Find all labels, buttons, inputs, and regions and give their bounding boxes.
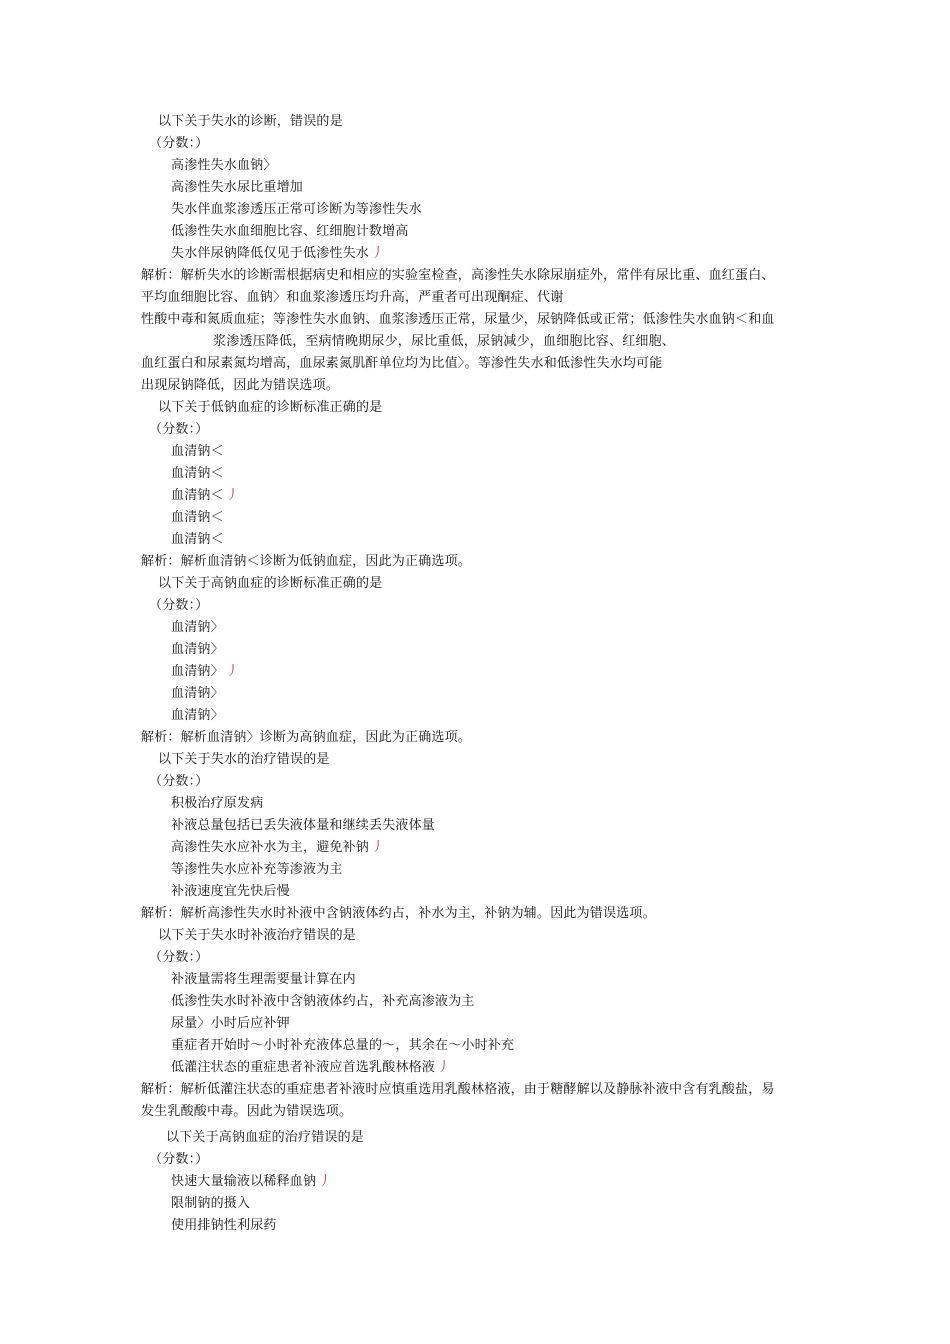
- option-text: 补液量需将生理需要量计算在内: [171, 972, 356, 987]
- analysis-line: 解析：解析失水的诊断需根据病史和相应的实验室检查，高渗性失水除尿崩症外，常伴有尿比重、血红蛋白、: [141, 268, 775, 283]
- analysis-line: 血红蛋白和尿素氮均增高，血尿素氮肌酐单位均为比值〉。等渗性失水和低渗性失水均可能: [141, 356, 663, 371]
- option: [171, 620, 224, 636]
- option: [171, 972, 356, 988]
- option-text: 积极治疗原发病: [171, 796, 264, 811]
- option: [171, 686, 224, 702]
- option: [171, 180, 303, 196]
- correct-answer-mark: 丿: [371, 840, 385, 855]
- question-stem: 以下关于失水的治疗错误的是: [158, 752, 330, 767]
- question-score: （分数：）: [149, 774, 209, 789]
- question-score: （分数：）: [149, 950, 209, 965]
- option-text: 重症者开始时〜小时补充液体总量的〜，其余在〜小时补充: [171, 1038, 515, 1053]
- option-text: 高渗性失水血钠〉: [171, 158, 277, 173]
- option: [171, 488, 239, 504]
- option: [171, 1016, 290, 1032]
- option: [171, 1218, 277, 1234]
- question-stem: 以下关于失水的诊断，错误的是: [158, 114, 343, 129]
- option: [171, 818, 435, 834]
- option-text: 尿量〉小时后应补钾: [171, 1016, 290, 1031]
- option-text: 高渗性失水应补水为主，避免补钠: [171, 840, 370, 855]
- option: [171, 444, 224, 460]
- option: [171, 1060, 450, 1076]
- option-text: 低灌注状态的重症患者补液应首选乳酸林格液: [171, 1060, 436, 1075]
- analysis-line: 解析：解析高渗性失水时补液中含钠液体约占，补水为主，补钠为辅。因此为错误选项。: [141, 906, 656, 921]
- option: [171, 202, 422, 218]
- question-stem: 以下关于低钠血症的诊断标准正确的是: [158, 400, 383, 415]
- correct-answer-mark: 丿: [437, 1060, 451, 1075]
- question-score: （分数：）: [149, 598, 209, 613]
- option: [171, 1038, 514, 1054]
- correct-answer-mark: 丿: [225, 488, 240, 503]
- question-score: （分数：）: [149, 422, 209, 437]
- correct-answer-mark: 丿: [371, 246, 385, 261]
- option: [171, 708, 224, 724]
- correct-answer-mark: 丿: [318, 1174, 332, 1189]
- question-stem: 以下关于高钠血症的治疗错误的是: [166, 1130, 365, 1145]
- question-stem: 以下关于高钠血症的诊断标准正确的是: [158, 576, 383, 591]
- option: [171, 1174, 331, 1190]
- analysis-line: 平均血细胞比容、血钠〉和血浆渗透压均升高，严重者可出现酮症、代谢: [141, 290, 564, 305]
- option: [171, 840, 384, 856]
- analysis-line: 出现尿钠降低，因此为错误选项。: [141, 378, 340, 393]
- analysis-line: 解析：解析低灌注状态的重症患者补液时应慎重选用乳酸林格液，由于糖酵解以及静脉补液中含有乳酸盐，易: [141, 1082, 775, 1097]
- option-text: 失水伴尿钠降低仅见于低渗性失水: [171, 246, 370, 261]
- option-text: 低渗性失水血细胞比容、红细胞计数增高: [171, 224, 409, 239]
- option-text: 快速大量输液以稀释血钠: [171, 1174, 317, 1189]
- analysis-line: 性酸中毒和氮质血症；等渗性失水血钠、血浆渗透压正常，尿量少，尿钠降低或正常；低渗性失水血钠＜和血: [141, 312, 775, 327]
- option: [171, 158, 277, 174]
- analysis-line: 解析：解析血清钠〉诊断为高钠血症，因此为正确选项。: [141, 730, 472, 745]
- correct-answer-mark: 丿: [225, 664, 240, 679]
- question-score: （分数：）: [149, 1152, 209, 1167]
- option: [171, 510, 224, 526]
- question-stem: 以下关于失水时补液治疗错误的是: [158, 928, 357, 943]
- option-text: 血清钠＜: [171, 466, 224, 481]
- option: [171, 466, 224, 482]
- option-text: 血清钠＜: [171, 444, 224, 459]
- option: [171, 224, 409, 240]
- option-text: 血清钠＜: [171, 532, 224, 547]
- option-text: 失水伴血浆渗透压正常可诊断为等渗性失水: [171, 202, 422, 217]
- option-text: 等渗性失水应补充等渗液为主: [171, 862, 343, 877]
- option: [171, 532, 224, 548]
- option-text: 血清钠〉: [171, 664, 224, 679]
- option-text: 血清钠＜: [171, 510, 224, 525]
- option-text: 血清钠〉: [171, 620, 224, 635]
- option-text: 低渗性失水时补液中含钠液体约占，补充高渗液为主: [171, 994, 475, 1009]
- analysis-line: 浆渗透压降低，至病情晚期尿少，尿比重低，尿钠减少，血细胞比容、红细胞、: [213, 334, 676, 349]
- option: [171, 642, 224, 658]
- option-text: 高渗性失水尿比重增加: [171, 180, 304, 195]
- option: [171, 246, 384, 262]
- option: [171, 664, 239, 680]
- option-text: 补液速度宜先快后慢: [171, 884, 290, 899]
- option-text: 血清钠〉: [171, 642, 224, 657]
- option: [171, 796, 263, 812]
- option: [171, 1196, 250, 1212]
- analysis-line: 解析：解析血清钠＜诊断为低钠血症，因此为正确选项。: [141, 554, 472, 569]
- option-text: 补液总量包括已丢失液体量和继续丢失液体量: [171, 818, 436, 833]
- option-text: 血清钠〉: [171, 686, 224, 701]
- option-text: 限制钠的摄入: [171, 1196, 251, 1211]
- option: [171, 884, 290, 900]
- option: [171, 994, 475, 1010]
- question-score: （分数：）: [149, 136, 209, 151]
- option: [171, 862, 343, 878]
- analysis-line: 发生乳酸酸中毒。因此为错误选项。: [141, 1104, 353, 1119]
- option-text: 血清钠＜: [171, 488, 224, 503]
- option-text: 血清钠〉: [171, 708, 224, 723]
- option-text: 使用排钠性利尿药: [171, 1218, 277, 1233]
